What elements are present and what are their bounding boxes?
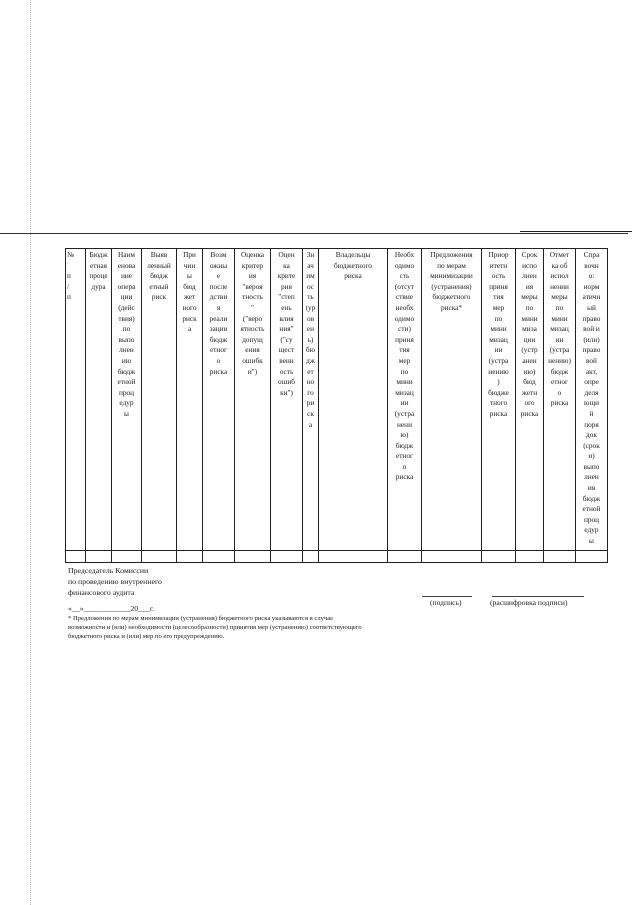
- table-cell: [482, 551, 516, 563]
- commission-chair-label: Председатель Комиссии по проведению внутреннего финансового аудита: [68, 566, 162, 597]
- col-deadline: Срок испо лнен ия меры по мини миза ции (устр анен ию) бюд жетн ого риска: [516, 249, 544, 551]
- col-execution-mark: Отмет ка об испол нении меры по мини мизац ии (устра нению) бюдж етног о риска: [544, 249, 576, 551]
- table-cell: [112, 551, 142, 563]
- budget-risk-table: [65, 248, 608, 563]
- footnote-text: * Предложения по мерам минимизации (устранения) бюджетного риска указываются в случае возможности и (или) необходимости (целесообразности) принятия мер (устранению) соответствующего бюджетного риска и (или) мер по его предупреждению.: [68, 615, 362, 640]
- col-significance: Зн ач им ос ть (ур ов ен ь) бю дж ет но го ри ск а: [303, 249, 319, 551]
- top-divider-line: [0, 233, 628, 234]
- date-line: «__»____________20___г.: [68, 604, 155, 613]
- table-cell: [203, 551, 235, 563]
- signature-line: [422, 596, 472, 597]
- signature-label: (подпись): [430, 598, 462, 607]
- col-risk-causes: При чин ы бюд жет ного риск а: [177, 249, 203, 551]
- col-necessity: Необх одимо сть (отсут ствие необх одимо сти) приня тия мер по мини мизац ии (устра нени ю) бюдж етног о риска: [388, 249, 422, 551]
- table-cell: [303, 551, 319, 563]
- table-row: [66, 551, 608, 563]
- col-risk-owners: Владельцы бюджетного риска: [319, 249, 388, 551]
- decode-label: (расшифровка подписи): [490, 598, 568, 607]
- col-budget-procedure: Бюдж етная проце дура: [86, 249, 112, 551]
- col-operation-name: Наим енова ние опера ции (дейс твия) по выпо лнен ию бюдж етной проц едур ы: [112, 249, 142, 551]
- table-cell: [422, 551, 482, 563]
- table-cell: [388, 551, 422, 563]
- table-cell: [66, 551, 86, 563]
- table-cell: [271, 551, 303, 563]
- table-cell: [235, 551, 271, 563]
- table-cell: [576, 551, 608, 563]
- top-divider-line-right: [520, 231, 632, 232]
- table-cell: [516, 551, 544, 563]
- col-number: № п / п: [66, 249, 86, 551]
- table-cell: [177, 551, 203, 563]
- decode-line: [492, 596, 584, 597]
- col-priority: Приор итетн ость приня тия мер по мини мизац ии (устра нению ) бюдже тного риска: [482, 249, 516, 551]
- scan-edge-line: [30, 0, 31, 905]
- table-cell: [142, 551, 177, 563]
- col-consequences: Возм ожны е после дстви я реали зации бюдж етног о риска: [203, 249, 235, 551]
- col-reference: Спра вочн о: норм атичн ый право вой и (или) право вой акт, опре деля ющи й поря док (срок и) выпо лнен ия бюдж етной проц едур ы: [576, 249, 608, 551]
- col-probability: Оценка критер ия "вероя тность " ("веро ятность допущ ения ошибк и"): [235, 249, 271, 551]
- col-proposals: Предложения по мерам минимизации (устранения) бюджетного риска*: [422, 249, 482, 551]
- col-impact: Оцен ка крите рия "степ ень влия ния" ("су щест венн ость ошиб ки"): [271, 249, 303, 551]
- header-row: [66, 249, 608, 551]
- table-cell: [86, 551, 112, 563]
- table-cell: [544, 551, 576, 563]
- table-cell: [319, 551, 388, 563]
- col-identified-risk: Выяв ленный бюдж етный риск: [142, 249, 177, 551]
